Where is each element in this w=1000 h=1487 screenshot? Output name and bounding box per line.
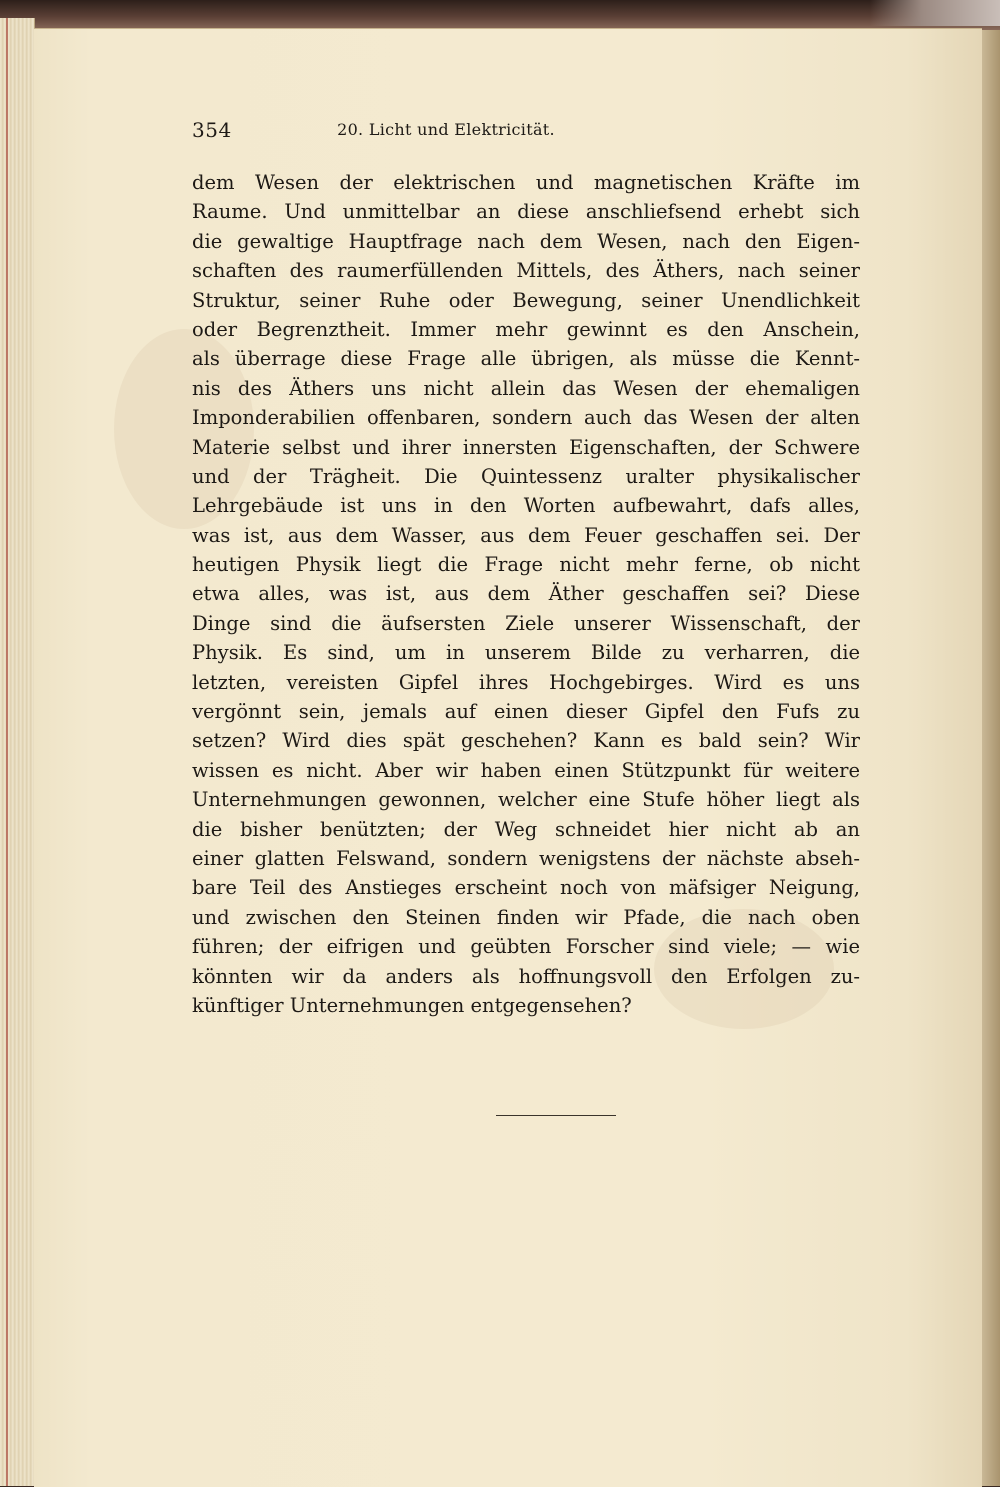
body-text [192,168,860,1020]
text-line: oder Begrenztheit. Immer mehr gewinnt es den Anschein, [192,317,860,341]
book-top-edge [0,0,1000,30]
text-line: und der Trägheit. Die Quintessenz uralter physikalischer [192,464,860,488]
text-line: wissen es nicht. Aber wir haben einen Stützpunkt für weitere [192,758,860,782]
text-line: Raume. Und unmittelbar an diese anschliefsend erhebt sich [192,200,860,224]
text-line: künftiger Unternehmungen entgegensehen? [192,993,632,1017]
text-line: Dinge sind die äufsersten Ziele unserer Wissenschaft, der [192,611,860,635]
text-line: Materie selbst und ihrer innersten Eigenschaften, der Schwere [192,435,860,459]
text-line: nis des Äthers uns nicht allein das Wesen der ehemaligen [192,376,860,400]
text-line: die bisher benützten; der Weg schneidet hier nicht ab an [192,817,860,841]
text-line: Lehrgebäude ist uns in den Worten aufbewahrt, dafs alles, [192,494,860,518]
text-line: setzen? Wird dies spät geschehen? Kann es bald sein? Wir [192,729,860,753]
chapter-title: 20. Licht und Elektricität. [337,120,555,139]
page-number: 354 [192,118,232,142]
text-line: etwa alles, was ist, aus dem Äther geschaffen sei? Diese [192,582,860,606]
text-line: und zwischen den Steinen finden wir Pfade, die nach oben [192,905,860,929]
text-line: heutigen Physik liegt die Frage nicht mehr ferne, ob nicht [192,553,860,577]
text-line: was ist, aus dem Wasser, aus dem Feuer geschaffen sei. Der [192,523,860,547]
text-line: vergönnt sein, jemals auf einen dieser Gipfel den Fufs zu [192,700,860,724]
text-line: bare Teil des Anstieges erscheint noch von mäfsiger Neigung, [192,876,860,900]
text-line: dem Wesen der elektrischen und magnetischen Kräfte im [192,171,860,194]
text-line: letzten, vereisten Gipfel ihres Hochgebirges. Wird es uns [192,670,860,694]
end-rule-divider [496,1115,616,1116]
text-line: die gewaltige Hauptfrage nach dem Wesen, nach den Eigen- [192,229,860,253]
text-line: führen; der eifrigen und geübten Forscher sind viele; — wie [192,935,860,959]
text-line: Struktur, seiner Ruhe oder Bewegung, seiner Unendlichkeit [192,288,860,312]
text-line: Unternehmungen gewonnen, welcher eine Stufe höher liegt als [192,788,860,812]
text-line: schaften des raumerfüllenden Mittels, des Äthers, nach seiner [192,259,860,283]
text-line: einer glatten Felswand, sondern wenigstens der nächste abseh- [192,846,860,870]
text-line: Imponderabilien offenbaren, sondern auch das Wesen der alten [192,406,860,430]
book-right-edge [982,30,1000,1486]
running-header [192,116,658,146]
text-line: Physik. Es sind, um in unserem Bilde zu verharren, die [192,641,860,665]
text-line: als überrage diese Frage alle übrigen, als müsse die Kennt- [192,347,860,371]
page-stack-left-edge [0,18,35,1486]
text-line: könnten wir da anders als hoffnungsvoll den Erfolgen zu- [192,964,860,988]
